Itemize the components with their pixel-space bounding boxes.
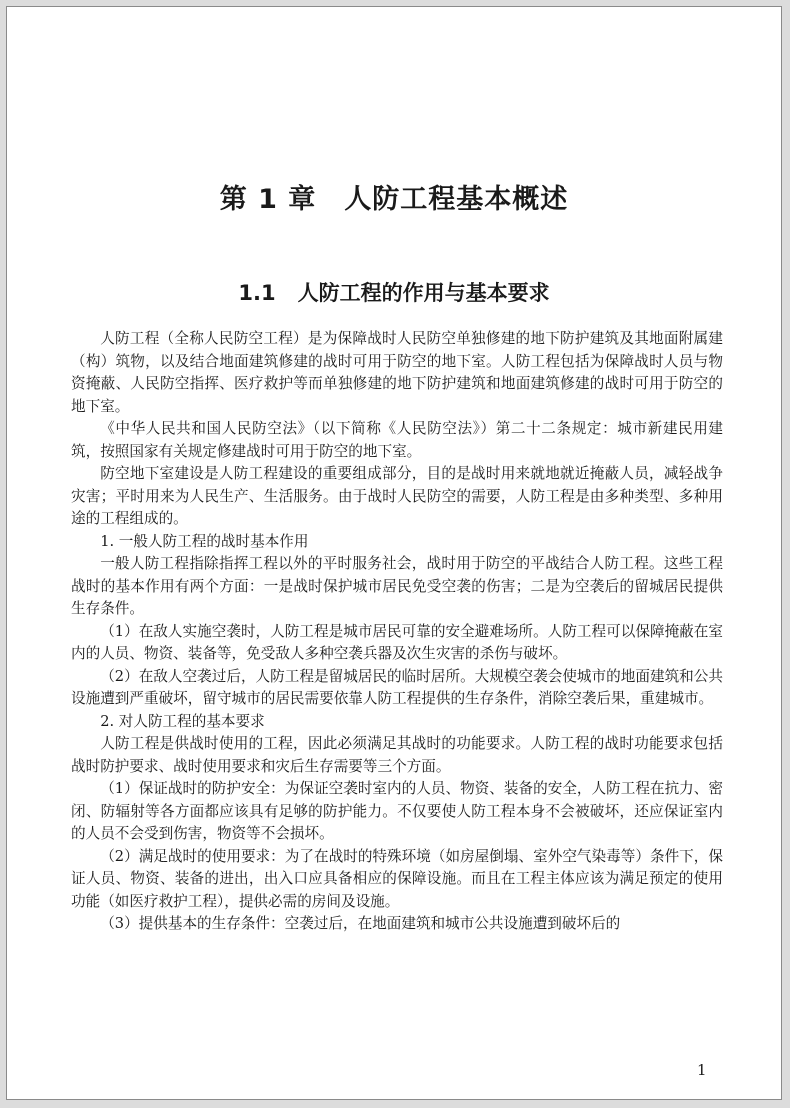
section-number: 1.1 [238,281,276,305]
body-text [71,328,723,936]
document-page [6,6,782,1100]
paragraph: 人防工程是供战时使用的工程，因此必须满足其战时的功能要求。人防工程的战时功能要求包括战时防护要求、战时使用要求和灾后生存需要等三个方面。 [71,735,723,775]
subheading: 1. 一般人防工程的战时基本作用 [100,532,309,550]
section-title [7,277,781,307]
page-number: 1 [697,1061,707,1079]
paragraph: 防空地下室建设是人防工程建设的重要组成部分，目的是战时用来就地就近掩蔽人员，减轻战争灾害；平时用来为人民生产、生活服务。由于战时人民防空的需要，人防工程是由多种类型、多种用途的工程组成的。 [71,465,723,527]
chapter-number: 第 1 章 [219,184,317,215]
section-heading: 人防工程的作用与基本要求 [297,281,550,305]
chapter-heading: 人防工程基本概述 [344,184,569,215]
subheading: 2. 对人防工程的基本要求 [100,712,265,730]
paragraph: 《中华人民共和国人民防空法》（以下简称《人民防空法》）第二十二条规定：城市新建民用建筑，按照国家有关规定修建战时可用于防空的地下室。 [71,420,723,460]
paragraph: 人防工程（全称人民防空工程）是为保障战时人民防空单独修建的地下防护建筑及其地面附属建（构）筑物，以及结合地面建筑修建的战时可用于防空的地下室。人防工程包括为保障战时人员与物资掩蔽、人民防空指挥、医疗救护等而单独修建的地下防护建筑和地面建筑修建的战时可用于防空的地下室。 [71,330,723,415]
paragraph: （3）提供基本的生存条件：空袭过后，在地面建筑和城市公共设施遭到破坏后的 [100,915,621,932]
paragraph: （2）满足战时的使用要求：为了在战时的特殊环境（如房屋倒塌、室外空气染毒等）条件下，保证人员、物资、装备的进出，出入口应具备相应的保障设施。而且在工程主体应该为满足预定的使用功能（如医疗救护工程），提供必需的房间及设施。 [71,847,723,910]
paragraph: （2）在敌人空袭过后，人防工程是留城居民的临时居所。大规模空袭会使城市的地面建筑和公共设施遭到严重破坏，留守城市的居民需要依靠人防工程提供的生存条件，消除空袭后果，重建城市。 [71,667,723,707]
chapter-title [7,177,781,216]
paragraph: （1）保证战时的防护安全：为保证空袭时室内的人员、物资、装备的安全，人防工程在抗力、密闭、防辐射等各方面都应该具有足够的防护能力。不仅要使人防工程本身不会被破坏，还应保证室内的人员不会受到伤害，物资等不会损坏。 [71,780,723,842]
paragraph: 一般人防工程指除指挥工程以外的平时服务社会，战时用于防空的平战结合人防工程。这些工程战时的基本作用有两个方面：一是战时保护城市居民免受空袭的伤害；二是为空袭后的留城居民提供生存条件。 [71,555,723,617]
paragraph: （1）在敌人实施空袭时，人防工程是城市居民可靠的安全避难场所。人防工程可以保障掩蔽在室内的人员、物资、装备等，免受敌人多种空袭兵器及次生灾害的杀伤与破坏。 [71,622,723,662]
